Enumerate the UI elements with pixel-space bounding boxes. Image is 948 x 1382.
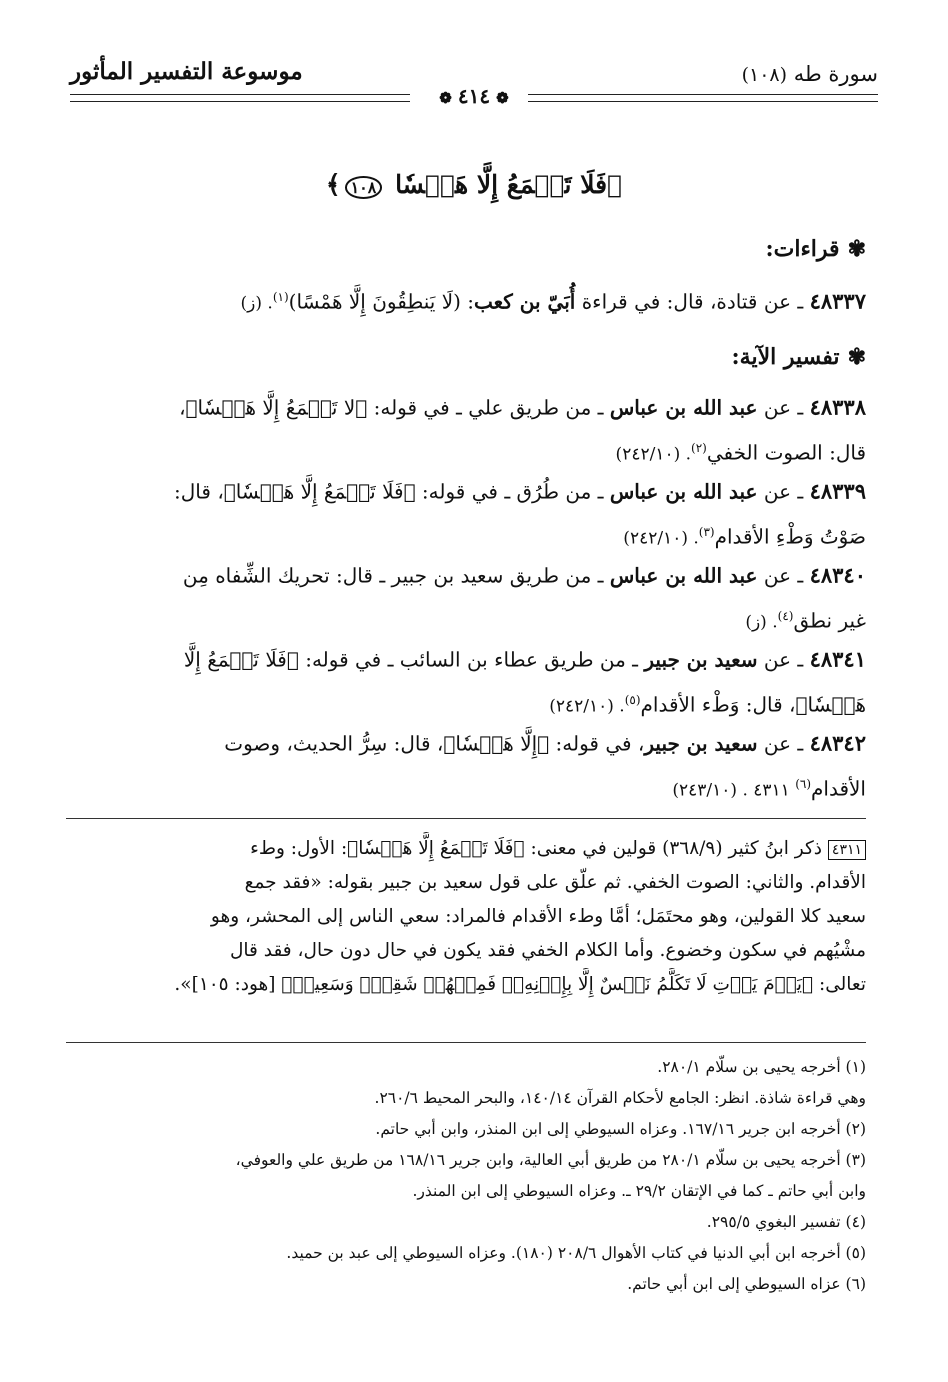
entry-text: ، في قوله: ﴿إِلَّا هَمۡسٗا﴾، قال: سِرُّ الحديث، وصوت — [224, 731, 645, 756]
note-text: سعيد كلا القولين، وهو محتَمَل؛ أمَّا وطء الأقدام فالمراد: سعي الناس إلى المحشر، وهو — [210, 906, 866, 927]
note-separator — [66, 818, 866, 819]
section-qiraat-label: قراءات: — [765, 236, 840, 262]
surah-reference — [742, 62, 878, 86]
note-line — [72, 934, 866, 968]
entry-line — [72, 681, 866, 726]
entry-line — [72, 468, 866, 513]
entry-text: ـ عن — [757, 731, 810, 756]
entry — [72, 468, 866, 557]
entry-text: صَوْتُ وَطْءِ الأقدام — [714, 524, 866, 549]
note-text: ذكر ابنُ كثير (٣٦٨/٩) قولين في معنى: ﴿فَلَا تَسۡمَعُ إِلَّا هَمۡسٗا﴾: الأول: وطء — [250, 838, 823, 859]
footnote-separator — [66, 1042, 866, 1043]
entry-number: ٤٨٣٣٩ — [809, 478, 866, 504]
footnote-marker: (١) — [272, 290, 289, 304]
footnote-marker: (٣) — [698, 524, 715, 539]
footnote: (٤) تفسير البغوي ٢٩٥/٥. — [706, 1213, 866, 1231]
entry-line — [72, 636, 866, 681]
entry-text: ـ عن قتادة، قال: في قراءة — [575, 289, 810, 314]
entry-number: ٤٨٣٣٨ — [809, 394, 866, 420]
entry-text: ـ عن — [757, 395, 810, 420]
entry-text: ـ عن — [757, 479, 810, 504]
book-title: موسوعة التفسير المأثور — [70, 58, 303, 85]
note-text: الأقدام. والثاني: الصوت الخفي. ثم علّق على قول سعيد بن جبير بقوله: «فقد جمع — [244, 872, 866, 893]
entry-line — [72, 513, 866, 558]
verse-heading — [0, 170, 948, 199]
source-reference: . (ز) — [240, 293, 273, 314]
entry-text: هَمۡسٗا﴾، قال: وَطْء الأقدام — [640, 692, 866, 717]
entry-line — [72, 384, 866, 429]
entry-line — [72, 597, 866, 642]
entry — [72, 384, 866, 473]
entry-text: الأقدام — [811, 776, 866, 801]
entry-text: ـ من طُرُق ـ في قوله: ﴿فَلَا تَسۡمَعُ إِلَّا هَمۡسٗا﴾، قال: — [174, 479, 610, 504]
entry-text: ـ من طريق عطاء بن السائب ـ في قوله: ﴿فَلَا تَسۡمَعُ إِلَّا — [183, 647, 645, 672]
entry-text: ـ عن — [757, 647, 810, 672]
note-tag: ٤٣١١ — [828, 840, 866, 860]
entry-line — [72, 720, 866, 765]
entry — [72, 636, 866, 725]
footnote-marker: (٥) — [624, 692, 641, 707]
verse-close: ﴾ — [325, 170, 341, 199]
source-reference: ٤٣١١ . (٢٤٣/١٠) — [672, 780, 796, 801]
entry-number: ٤٨٣٤١ — [809, 646, 866, 672]
entry — [72, 278, 866, 323]
note-text: تعالى: ﴿يَوۡمَ يَأۡتِ لَا تَكَلَّمُ نَفۡسٌ إِلَّا بِإِذۡنِهِۦۚ فَمِنۡهُمۡ شَقِيّٞ وَسَعِيدٞ﴾ [هود: ١٠٥]». — [174, 974, 866, 995]
entry-text: قال: الصوت الخفي — [706, 440, 866, 465]
footnotes — [72, 1052, 866, 1300]
footnote: (٣) أخرجه يحيى بن سلّام ٢٨٠/١ من طريق أبي العالية، وابن جرير ١٦٨/١٦ من طريق علي والعوفي، — [235, 1151, 866, 1169]
narrator-name: عبد الله بن عباس — [609, 563, 758, 588]
verse-text: ﴿فَلَا تَسۡمَعُ إِلَّا هَمۡسٗا — [395, 170, 623, 199]
source-reference: . (ز) — [745, 612, 778, 633]
section-tafsir-label: تفسير الآية: — [731, 344, 840, 370]
entry — [72, 720, 866, 809]
source-reference: . (٢٤٢/١٠) — [549, 696, 625, 717]
narrator-name: سعيد بن جبير — [644, 647, 758, 672]
ayah-number-marker: ١٠٨ — [345, 176, 383, 199]
editor-note — [72, 832, 866, 1002]
note-line — [72, 832, 866, 866]
entry-text: : (لَا يَنطِقُونَ إِلَّا هَمْسًا) — [288, 289, 475, 314]
footnote: (٢) أخرجه ابن جرير ١٦٧/١٦. وعزاه السيوطي إلى ابن المنذر، وابن أبي حاتم. — [375, 1120, 866, 1138]
entry-number: ٤٨٣٣٧ — [809, 288, 866, 314]
note-line — [72, 968, 866, 1002]
note-text: مشْيُهم في سكون وخضوع. وأما الكلام الخفي فقد يكون في حال دون حال، فقد قال — [229, 940, 866, 961]
entry-line — [72, 278, 866, 323]
footnote: وهي قراءة شاذة. انظر: الجامع لأحكام القرآن ١٤٠/١٤، والبحر المحيط ٢٦٠/٦. — [374, 1089, 866, 1107]
footnote-marker: (٤) — [777, 608, 794, 623]
page-number — [0, 84, 948, 108]
footnote: (٥) أخرجه ابن أبي الدنيا في كتاب الأهوال ٢٠٨/٦ (١٨٠). وعزاه السيوطي إلى عبد بن حميد. — [286, 1244, 866, 1262]
entry-text: ـ من طريق سعيد بن جبير ـ قال: تحريك الشِّفاه مِن — [182, 563, 610, 588]
section-heading-tafsir — [732, 344, 866, 370]
surah-name: سورة طه — [793, 62, 878, 86]
footnote: (٦) عزاه السيوطي إلى ابن أبي حاتم. — [627, 1275, 866, 1293]
entry-number: ٤٨٣٤٢ — [809, 730, 866, 756]
entry-text: ـ عن — [757, 563, 810, 588]
verse-reference: (١٠٨) — [741, 64, 788, 86]
flower-ornament-icon: ✾ — [847, 344, 866, 370]
section-heading-qiraat — [766, 236, 867, 262]
entry-line — [72, 552, 866, 597]
entry-line — [72, 429, 866, 474]
ornament-icon: ❁ — [496, 89, 509, 107]
narrator-name: عبد الله بن عباس — [609, 479, 758, 504]
entry-text: غير نطق — [793, 608, 866, 633]
ornament-icon: ❁ — [439, 89, 452, 107]
entry — [72, 552, 866, 641]
source-reference: . (٢٤٢/١٠) — [615, 444, 692, 465]
footnote-marker: (٢) — [691, 440, 707, 455]
page-number-value: ٤١٤ — [457, 84, 491, 108]
footnote: (١) أخرجه يحيى بن سلّام ٢٨٠/١. — [657, 1058, 866, 1076]
narrator-name: سعيد بن جبير — [644, 731, 758, 756]
note-line — [72, 866, 866, 900]
flower-ornament-icon: ✾ — [847, 236, 866, 262]
footnote: وابن أبي حاتم ـ كما في الإتقان ٢٩/٢ ـ. وعزاه السيوطي إلى ابن المنذر. — [412, 1182, 866, 1200]
entry-text: ـ من طريق علي ـ في قوله: ﴿لا تَسۡمَعُ إِلَّا هَمۡسٗا﴾، — [179, 395, 610, 420]
note-line — [72, 900, 866, 934]
narrator-name: عبد الله بن عباس — [609, 395, 758, 420]
source-reference: . (٢٤٢/١٠) — [623, 528, 699, 549]
narrator-name: أُبَيّ بن كعب — [474, 289, 576, 314]
footnote-marker: (٦) — [795, 776, 812, 791]
entry-line — [72, 765, 866, 810]
entry-number: ٤٨٣٤٠ — [809, 562, 866, 588]
